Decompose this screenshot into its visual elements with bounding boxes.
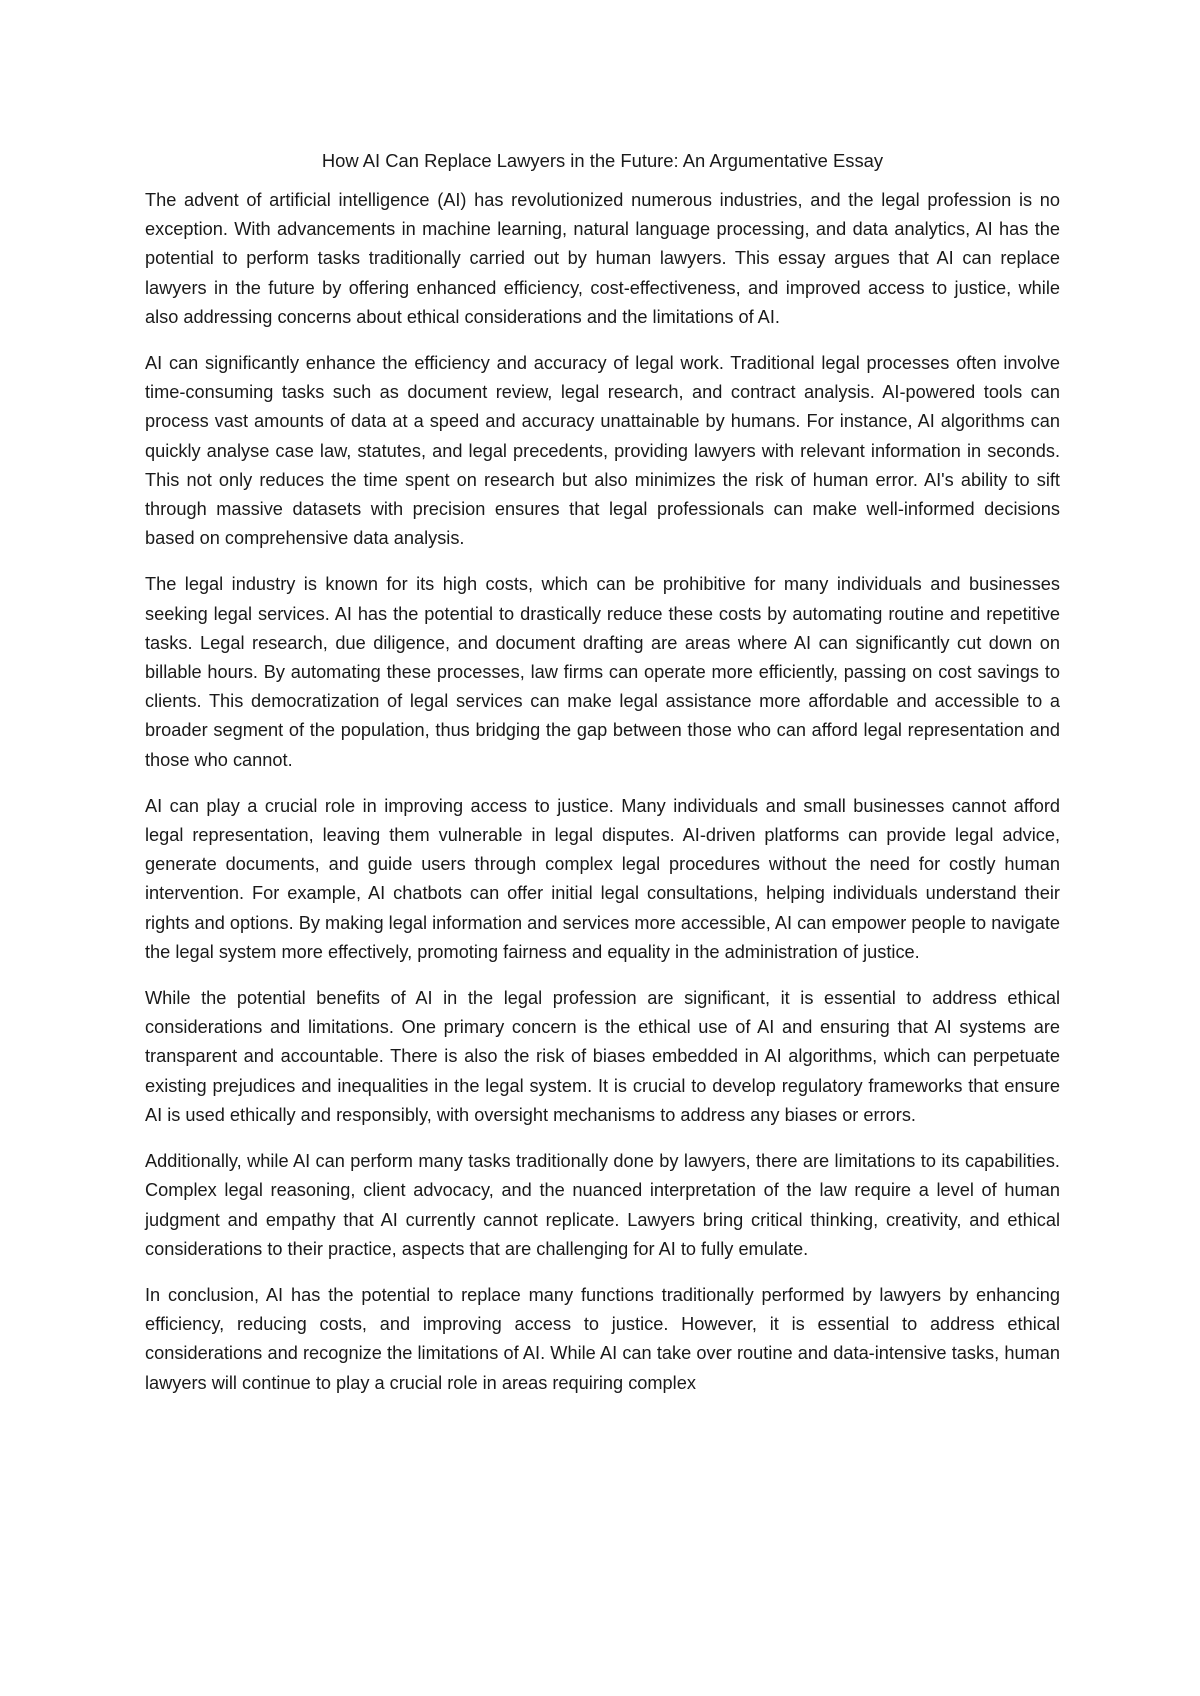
paragraph-conclusion: In conclusion, AI has the potential to replace many functions traditionally performed by lawyers by enhancing efficiency, reducing costs, and improving access to justice. However, it is essential to address ethical considerations and recognize the limitations of AI. While AI can take over routine and data-intensive tasks, human lawyers will continue to play a crucial role in areas requiring complex — [145, 1284, 1060, 1393]
paragraph-ethics: While the potential benefits of AI in the legal profession are significant, it is essential to address ethical considerations and limitations. One primary concern is the ethical use of AI and ensuring that AI systems are transparent and accountable. There is also the risk of biases embedded in AI algorithms, which can perpetuate existing prejudices and inequalities in the legal system. It is crucial to develop regulatory frameworks that ensure AI is used ethically and responsibly, with oversight mechanisms to address any biases or errors. — [145, 988, 1060, 1125]
paragraph-efficiency: AI can significantly enhance the efficiency and accuracy of legal work. Traditional legal processes often involve time-consuming tasks such as document review, legal research, and contract analysis. AI-powered tools can process vast amounts of data at a speed and accuracy unattainable by humans. For instance, AI algorithms can quickly analyse case law, statutes, and legal precedents, providing lawyers with relevant information in seconds. This not only reduces the time spent on research but also minimizes the risk of human error. AI's ability to sift through massive datasets with precision ensures that legal professionals can make well-informed decisions based on comprehensive data analysis. — [145, 353, 1060, 549]
document-body — [145, 146, 1060, 1398]
paragraph-limitations: Additionally, while AI can perform many tasks traditionally done by lawyers, there are limitations to its capabilities. Complex legal reasoning, client advocacy, and the nuanced interpretation of the law require a level of human judgment and empathy that AI currently cannot replicate. Lawyers bring critical thinking, creativity, and ethical considerations to their practice, aspects that are challenging for AI to fully emulate. — [145, 1151, 1060, 1259]
paragraph-cost: The legal industry is known for its high costs, which can be prohibitive for many individuals and businesses seeking legal services. AI has the potential to drastically reduce these costs by automating routine and repetitive tasks. Legal research, due diligence, and document drafting are areas where AI can significantly cut down on billable hours. By automating these processes, law firms can operate more efficiently, passing on cost savings to clients. This democratization of legal services can make legal assistance more affordable and accessible to a broader segment of the population, thus bridging the gap between those who can afford legal representation and those who cannot. — [145, 574, 1060, 770]
paragraph-access-to-justice: AI can play a crucial role in improving access to justice. Many individuals and small businesses cannot afford legal representation, leaving them vulnerable in legal disputes. AI-driven platforms can provide legal advice, generate documents, and guide users through complex legal procedures without the need for costly human intervention. For example, AI chatbots can offer initial legal consultations, helping individuals understand their rights and options. By making legal information and services more accessible, AI can empower people to navigate the legal system more effectively, promoting fairness and equality in the administration of justice. — [145, 795, 1060, 962]
document-title: How AI Can Replace Lawyers in the Future: An Argumentative Essay — [321, 150, 884, 171]
paragraph-introduction: The advent of artificial intelligence (AI) has revolutionized numerous industries, and the legal profession is no exception. With advancements in machine learning, natural language processing, and data analytics, AI has the potential to perform tasks traditionally carried out by human lawyers. This essay argues that AI can replace lawyers in the future by offering enhanced efficiency, cost-effectiveness, and improved access to justice, while also addressing concerns about ethical considerations and the limitations of AI. — [145, 190, 1060, 327]
